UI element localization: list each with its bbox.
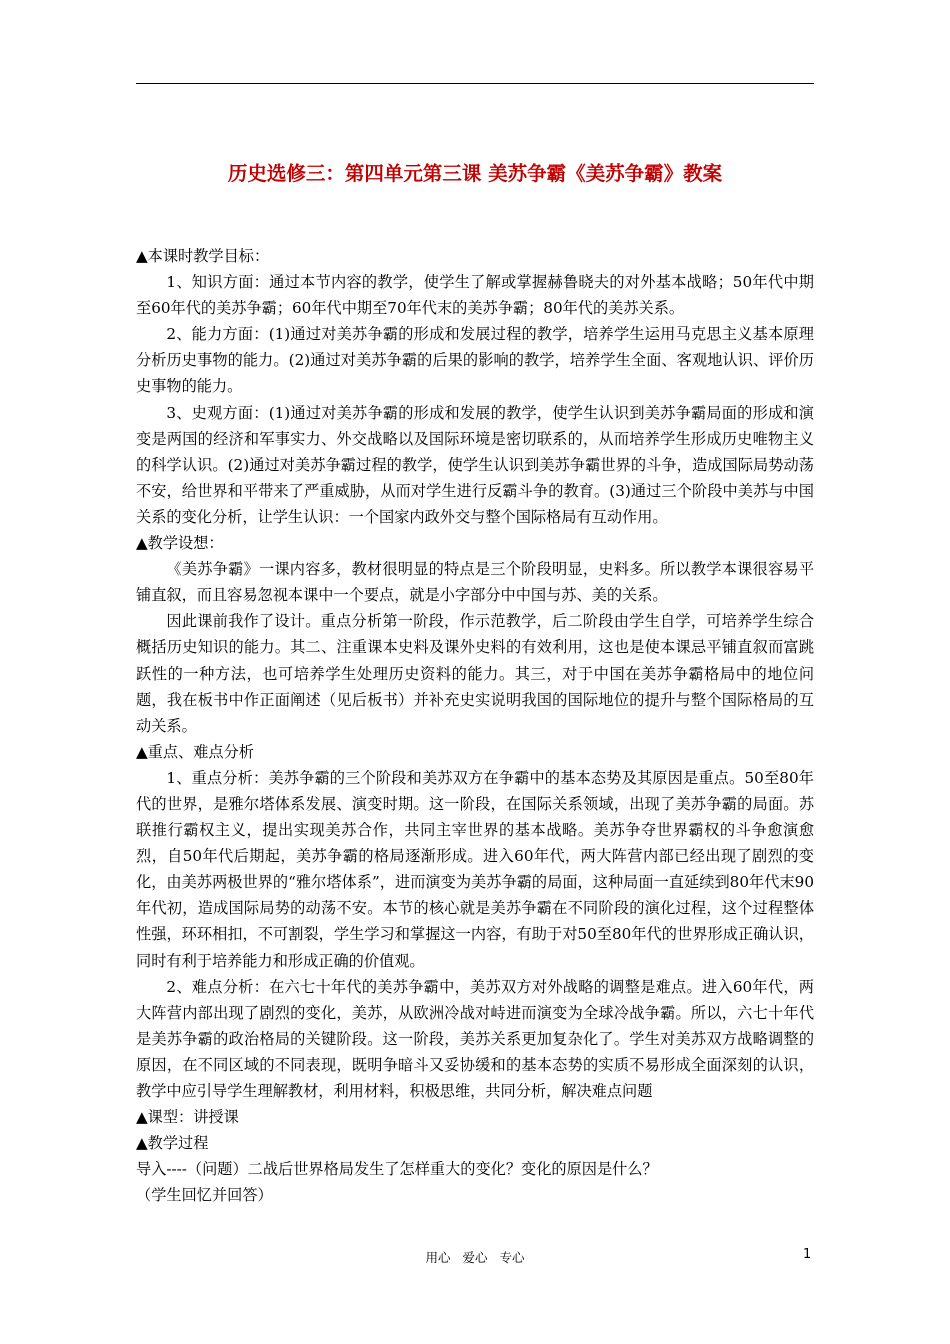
footer-slogan: 用心 爱心 专心 — [425, 1250, 525, 1265]
paragraph: ▲教学设想： — [136, 534, 224, 553]
paragraph: ▲本课时教学目标： — [136, 247, 270, 265]
page-number: 1 — [803, 1247, 812, 1262]
paragraph: 1、重点分析：美苏争霸的三个阶段和美苏双方在争霸中的基本态势及其原因是重点。50至80年代的世界，是雅尔塔体系发展、演变时期。这一阶段，在国际关系领域，出现了美苏争霸的局面。苏联推行霸权主义，提出实现美苏合作，共同主宰世界的基本战略。美苏争夺世界霸权的斗争愈演愈烈，自50年代后期起，美苏争霸的格局逐渐形成。进入60年代，两大阵营内部已经出现了剧烈的变化，由美苏两极世界的“雅尔塔体系”，进而演变为美苏争霸的局面，这种局面一直延续到80年代末90年代初，造成国际局势的动荡不安。本节的核心就是美苏争霸在不同阶段的演化过程，这个过程整体性强，环环相扣，不可割裂，学生学习和掌握这一内容，有助于对50至80年代的世界形成正确认识，同时有利于培养能力和形成正确的价值观。 — [136, 768, 814, 970]
paragraph: ▲重点、难点分析 — [136, 742, 254, 761]
paragraph: 3、史观方面：(1)通过对美苏争霸的形成和发展的教学，使学生认识到美苏争霸局面的形成和演变是两国的经济和军事实力、外交战略以及国际环境是密切联系的，从而培养学生形成历史唯物主义的科学认识。(2)通过对美苏争霸过程的教学，使学生认识到美苏争霸世界的斗争，造成国际局势动荡不安，给世界和平带来了严重威胁，从而对学生进行反霸斗争的教育。(3)通过三个阶段中美苏与中国关系的变化分析，让学生认识：一个国家内政外交与整个国际格局有互动作用。 — [136, 403, 814, 526]
paragraph: 1、知识方面：通过本节内容的教学，使学生了解或掌握赫鲁晓夫的对外基本战略；50年代中期至60年代的美苏争霸；60年代中期至70年代末的美苏争霸；80年代的美苏关系。 — [136, 273, 814, 318]
paragraph: 导入----（问题）二战后世界格局发生了怎样重大的变化？变化的原因是什么？ — [136, 1160, 658, 1179]
paragraph: 2、难点分析：在六七十年代的美苏争霸中，美苏双方对外战略的调整是难点。进入60年代，两大阵营内部出现了剧烈的变化，美苏，从欧洲冷战对峙进而演变为全球冷战争霸。所以，六七十年代是美苏争霸的政治格局的关键阶段。这一阶段，美苏关系更加复杂化了。学生对美苏双方战略调整的原因，在不同区域的不同表现，既明争暗斗又妥协缓和的基本态势的实质不易形成全面深刻的认识，教学中应引导学生理解教材，利用材料，积极思维，共同分析，解决难点问题 — [136, 977, 814, 1100]
paragraph: 因此课前我作了设计。重点分析第一阶段，作示范教学，后二阶段由学生自学，可培养学生综合概括历史知识的能力。其二、注重课本史料及课外史料的有效利用，这也是使本课忌平铺直叙而富跳跃性的一种方法，也可培养学生处理历史资料的能力。其三，对于中国在美苏争霸格局中的地位问题，我在板书中作正面阐述（见后板书）并补充史实说明我国的国际地位的提升与整个国际格局的互动关系。 — [136, 612, 814, 735]
paragraph: ▲教学过程 — [136, 1134, 209, 1153]
paragraph: 2、能力方面：(1)通过对美苏争霸的形成和发展过程的教学，培养学生运用马克思主义基本原理分析历史事物的能力。(2)通过对美苏争霸的后果的影响的教学，培养学生全面、客观地认识、评价历史事物的能力。 — [136, 325, 814, 396]
paragraph: 《美苏争霸》一课内容多，教材很明显的特点是三个阶段明显，史料多。所以教学本课很容易平铺直叙，而且容易忽视本课中一个要点，就是小字部分中中国与苏、美的关系。 — [136, 560, 814, 605]
paragraph: ▲课型：讲授课 — [136, 1108, 239, 1127]
document-body — [136, 243, 814, 1208]
paragraph: （学生回忆并回答） — [136, 1186, 273, 1205]
document-title: 历史选修三：第四单元第三课 美苏争霸《美苏争霸》教案 — [227, 162, 723, 185]
header-rule — [136, 83, 814, 84]
